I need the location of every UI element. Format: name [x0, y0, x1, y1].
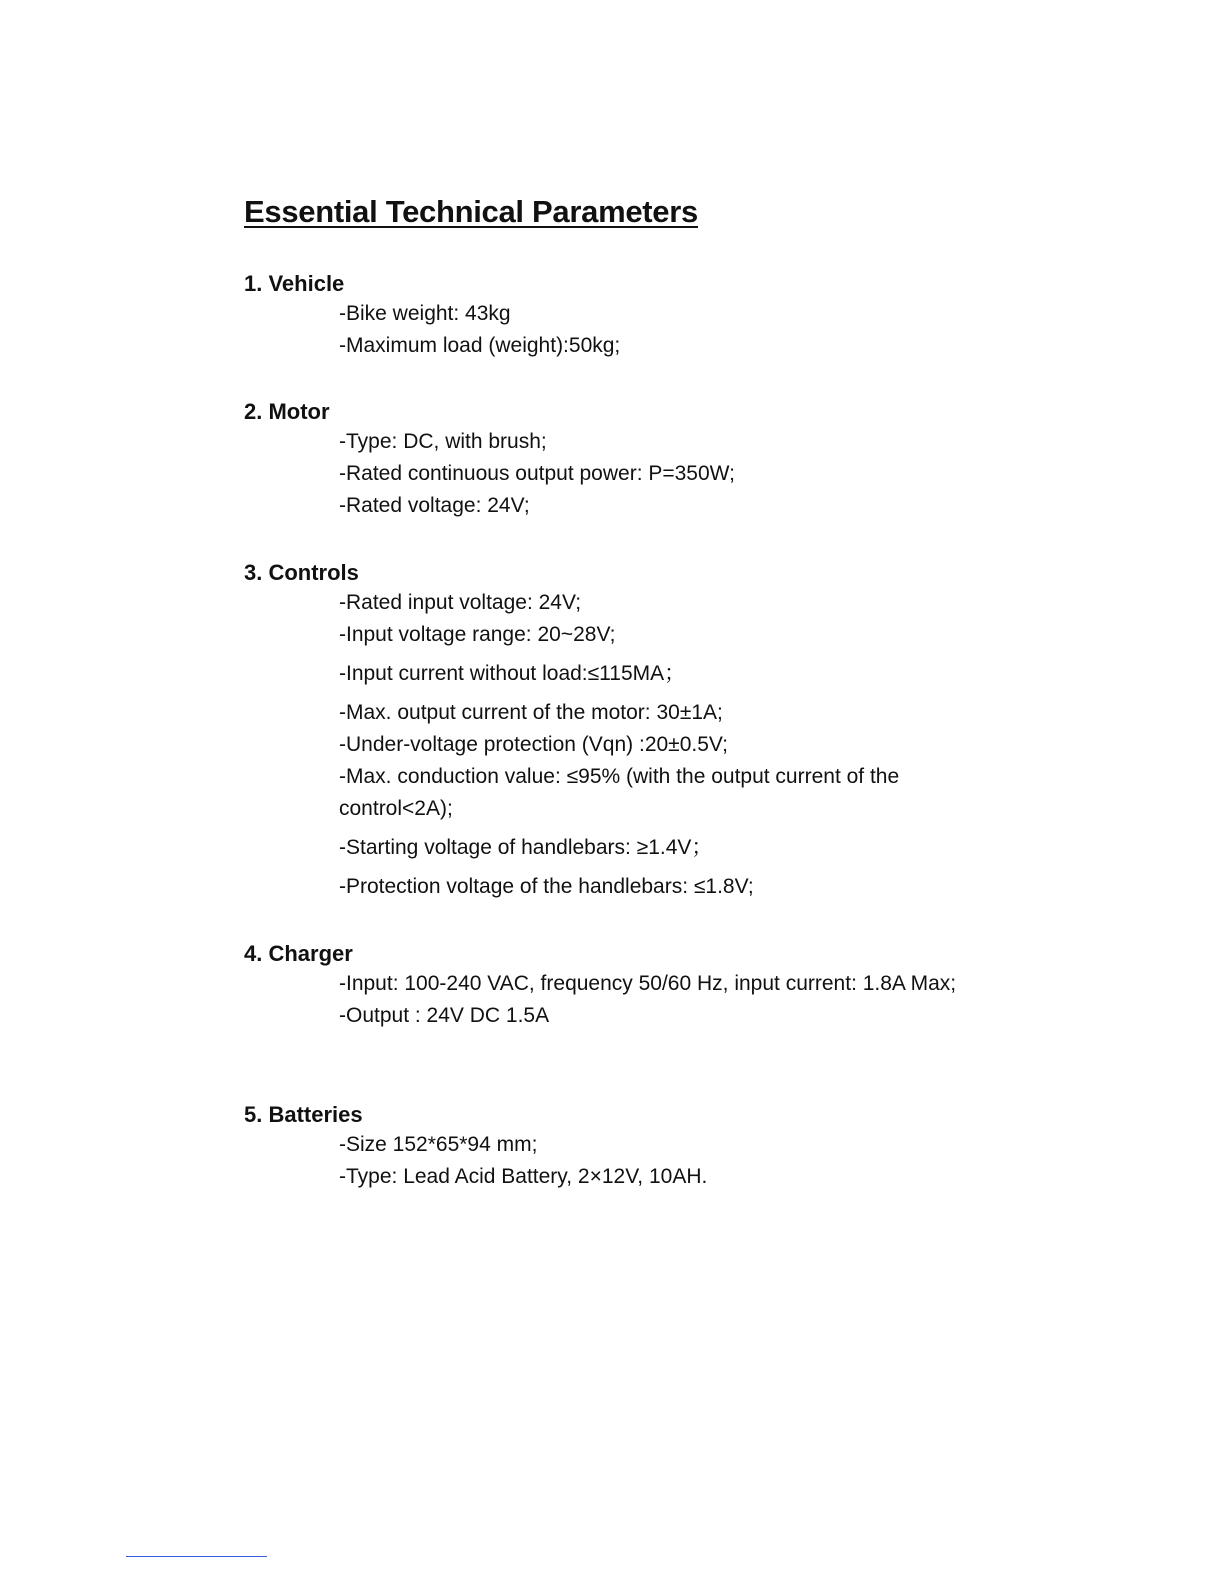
section-heading: 1. Vehicle — [244, 271, 345, 296]
list-item: -Maximum load (weight):50kg; — [339, 334, 621, 357]
section-batteries — [244, 1101, 1004, 1193]
document-title: Essential Technical Parameters — [244, 194, 698, 229]
list-item: -Size 152*65*94 mm; — [339, 1133, 538, 1156]
list-item: -Max. output current of the motor: 30±1A; — [339, 701, 723, 724]
list-item: -Bike weight: 43kg — [339, 302, 511, 325]
list-item: -Under-voltage protection (Vqn) :20±0.5V; — [339, 733, 728, 756]
section-motor — [244, 398, 1004, 522]
list-item: -Protection voltage of the handlebars: ≤1.8V; — [339, 875, 754, 898]
list-item: -Output : 24V DC 1.5A — [339, 1004, 550, 1027]
list-item: -Type: Lead Acid Battery, 2×12V, 10AH. — [339, 1165, 708, 1188]
section-charger — [244, 940, 1004, 1032]
footnote-separator — [126, 1556, 267, 1557]
list-item: -Input current without load:≤115MA； — [339, 662, 686, 685]
section-heading: 3. Controls — [244, 560, 359, 585]
list-item: -Rated continuous output power: P=350W; — [339, 462, 735, 485]
list-item: -Max. conduction value: ≤95% (with the output current of the control<2A); — [339, 765, 900, 820]
section-vehicle — [244, 270, 1004, 362]
list-item: -Input voltage range: 20~28V; — [339, 623, 616, 646]
section-heading: 2. Motor — [244, 399, 330, 424]
section-controls — [244, 559, 1004, 903]
list-item: -Rated input voltage: 24V; — [339, 591, 582, 614]
section-heading: 4. Charger — [244, 941, 353, 966]
list-item: -Type: DC, with brush; — [339, 430, 547, 453]
list-item: -Input: 100-240 VAC, frequency 50/60 Hz, input current: 1.8A Max; — [339, 972, 957, 995]
list-item: -Rated voltage: 24V; — [339, 494, 530, 517]
section-heading: 5. Batteries — [244, 1102, 363, 1127]
list-item: -Starting voltage of handlebars: ≥1.4V； — [339, 836, 713, 859]
